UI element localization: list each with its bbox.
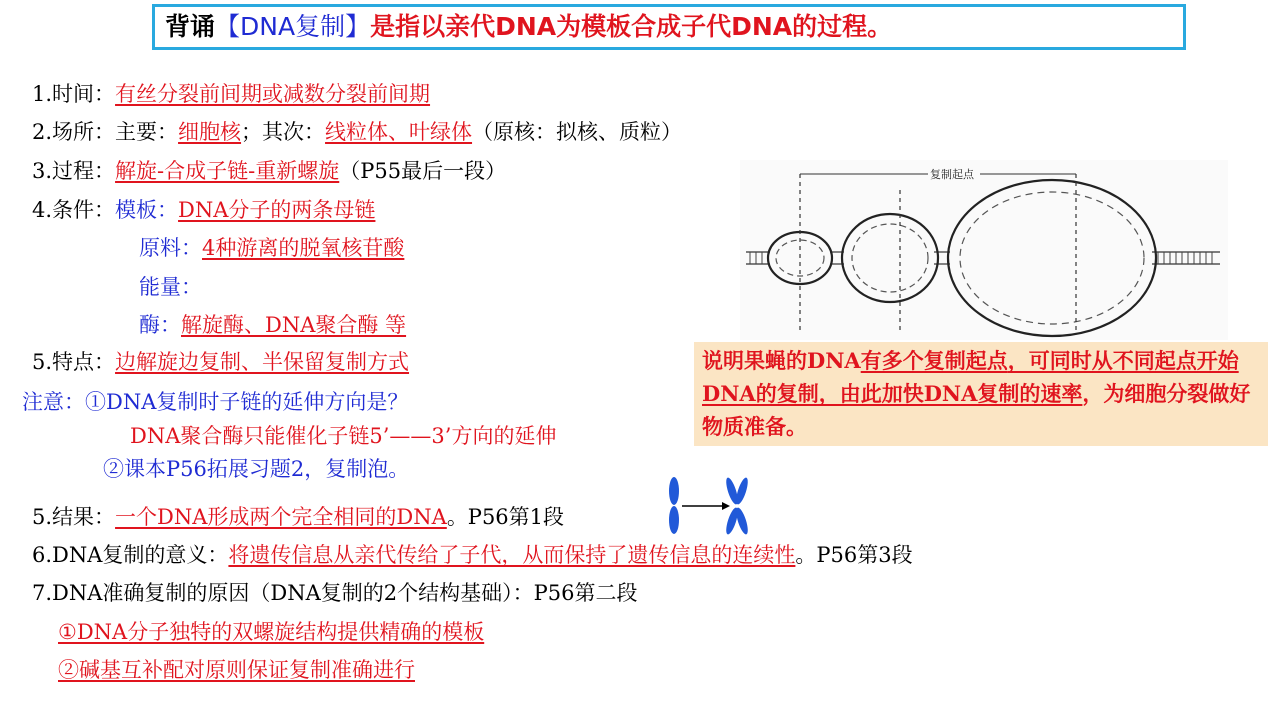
place-main-label: 主要： [115, 120, 179, 144]
template-label: 模板： [115, 198, 179, 222]
feature-label: 5.特点： [32, 350, 116, 374]
material-value: 4种游离的脱氧核苷酸 [202, 236, 405, 260]
item-accuracy [32, 579, 638, 607]
item-result [32, 503, 564, 531]
enzyme-label: 酶： [139, 313, 181, 337]
template-value: DNA分子的两条母链 [178, 198, 376, 222]
meaning-value: 将遗传信息从亲代传给了子代，从而保持了遗传信息的连续性 [228, 543, 796, 567]
title-lead: 背诵 [165, 12, 216, 41]
accuracy-label: 7.DNA准确复制的原因（DNA复制的2个结构基础）：P56第二段 [32, 581, 638, 605]
item-place [32, 118, 682, 146]
accuracy-r1-text: ①DNA分子独特的双螺旋结构提供精确的模板 [58, 620, 485, 644]
attention-a1 [130, 422, 556, 450]
item-energy [139, 273, 202, 301]
item-feature [32, 348, 409, 376]
place-sep: ； [241, 120, 263, 144]
attention-q2 [103, 455, 409, 483]
title-rest: 是指以亲代DNA为模板合成子代DNA的过程。 [370, 12, 893, 41]
attention-q2-text: ②课本P56拓展习题2，复制泡。 [103, 457, 410, 481]
item-material [139, 234, 404, 262]
note-p3: ，可同时从不同起点开始DNA的复制，由此加快DNA复制的速率 [702, 348, 1239, 406]
title-banner [152, 4, 1186, 50]
item-time [32, 80, 430, 108]
attention-label: 注意： [22, 390, 85, 414]
enzyme-value: 解旋酶、DNA聚合酶 等 [181, 313, 407, 337]
process-note: （P55最后一段） [339, 159, 507, 183]
meaning-note: 。P56第3段 [795, 543, 913, 567]
result-label: 5.结果： [32, 505, 116, 529]
result-note: 。P56第1段 [446, 505, 565, 529]
attention-q1-text: ①DNA复制时子链的延伸方向是？ [85, 390, 409, 414]
energy-label: 能量： [139, 275, 202, 299]
feature-value: 边解旋边复制、半保留复制方式 [115, 350, 410, 374]
accuracy-r2 [32, 656, 415, 684]
place-label: 2.场所： [32, 120, 116, 144]
note-p2: 有多个复制起点 [860, 348, 1008, 373]
replication-bubble-diagram [740, 160, 1228, 340]
title-bracket: 【DNA复制】 [215, 12, 371, 41]
item-enzyme [139, 311, 406, 339]
origin-label: 复制起点 [930, 168, 974, 181]
item-meaning [32, 541, 913, 569]
time-label: 1.时间： [32, 82, 116, 106]
place-second-label: 其次： [262, 120, 326, 144]
accuracy-r1 [32, 618, 484, 646]
place-note: （原核：拟核、质粒） [472, 120, 683, 144]
note-p4: ，为细胞分裂做好物质准备。 [702, 381, 1251, 439]
material-label: 原料： [139, 236, 202, 260]
process-value: 解旋-合成子链-重新螺旋 [115, 159, 340, 183]
place-second-value: 线粒体、叶绿体 [325, 120, 473, 144]
process-label: 3.过程： [32, 159, 116, 183]
attention-q1 [22, 388, 408, 416]
item-process [32, 157, 506, 185]
note-p1: 说明果蝇的DNA [702, 348, 861, 373]
accuracy-r2-text: ②碱基互补配对原则保证复制准确进行 [58, 658, 415, 682]
time-value: 有丝分裂前间期或减数分裂前间期 [115, 82, 431, 106]
place-main-value: 细胞核 [178, 120, 242, 144]
result-value: 一个DNA形成两个完全相同的DNA [115, 505, 447, 529]
conditions-label: 4.条件： [32, 198, 116, 222]
meaning-label: 6.DNA复制的意义： [32, 543, 229, 567]
attention-a1-text: DNA聚合酶只能催化子链5’——3’方向的延伸 [130, 424, 557, 448]
item-conditions [32, 196, 375, 224]
chromosome-replication-icon [660, 476, 754, 536]
note-box [694, 342, 1268, 446]
